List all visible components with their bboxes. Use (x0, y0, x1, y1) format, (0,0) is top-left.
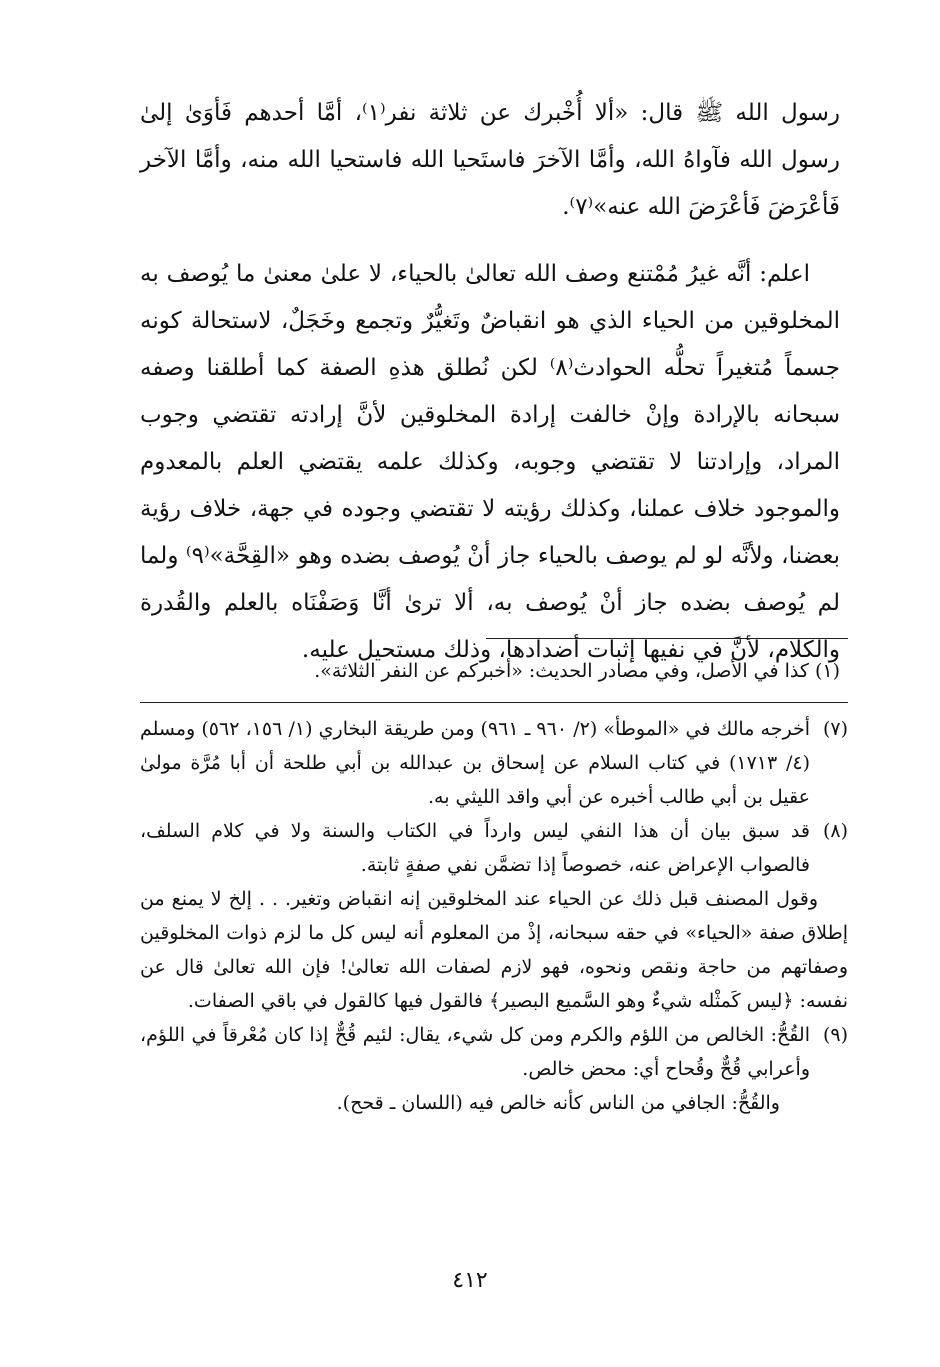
footnote-8-continuation (140, 882, 848, 1018)
footnote-1-text: (١) كذا في الأصل، وفي مصادر الحديث: «أخبركم عن النفر الثلاثة». (314, 660, 840, 682)
footnote-1 (140, 655, 840, 687)
hadith-block (140, 90, 840, 231)
main-paragraph: اعلم: أنَّه غيرُ مُمْتنع وصف الله تعالىٰ بالحياء، لا علىٰ معنىٰ ما يُوصف به المخلوقين من الحياء الذي هو انقباضٌ وتَغيُّرٌ وتجمع وخَجَلٌ، لاستحالة كونه جسماً مُتغيراً تحلُّه الحوادث⁽٨⁾ لكن نُطلق هذهِ الصفة كما أطلقنا وصفه سبحانه بالإرادة وإنْ خالفت إرادة المخلوقين لأنَّ إرادته تقتضي وجوب المراد، وإرادتنا لا تقتضي وجوبه، وكذلك علمه يقتضي العلم بالمعدوم والموجود خلاف عملنا، وكذلك رؤيته لا تقتضي وجوده في جهة، خلاف رؤية بعضنا، ولأنَّه لو لم يوصف بالحياء جاز أنْ يُوصف بضده وهو «القِحَّة»⁽٩⁾ ولما لم يُوصف بضده جاز أنْ يُوصف به، ألا ترىٰ أنَّا وَصَفْنَاه بالعلم والقُدرة والكلام، لأنَّ في نفيها إثبات أضدادها، وذلك مستحيل عليه. (140, 261, 841, 663)
hadith-text: رسول الله ﷺ قال: «ألا أُخْبرك عن ثلاثة نفر⁽١⁾، أمَّا أحدهم فَأوَىٰ إلىٰ رسول الله فآواهُ الله، وأمَّا الآخرَ فاستَحيا الله فاستحيا الله منه، وأمَّا الآخر فَأعْرَضَ فَأعْرَضَ الله عنه»⁽٧⁾. (140, 100, 840, 220)
footnote-text: وقول المصنف قبل ذلك عن الحياء عند المخلوقين إنه انقباض وتغير. . . إلخ لا يمنع من إطلاق صفة «الحياء» في حقه سبحانه، إذْ من المعلوم أنه ليس كل ما لزم ذوات المخلوقين وصفاتهم من حاجة ونقص ونحوه، فهو لازم لصفات الله تعالىٰ! فإن الله تعالىٰ قال عن نفسه: ﴿ليس كَمثْله شيءٌ وهو السَّميع البصير﴾ فالقول فيها كالقول في باقي الصفات. (140, 888, 848, 1012)
footnote-text: قد سبق بيان أن هذا النفي ليس وارداً في الكتاب والسنة ولا في كلام السلف، فالصواب الإعراض عنه، خصوصاً إذا تضمَّن نفي صفةٍ ثابتة. (140, 820, 810, 876)
footnote-separator-short (486, 638, 848, 639)
footnote-text: القُحُّ: الخالص من اللؤم والكرم ومن كل شيء، يقال: لئيم قُحٌّ إذا كان مُعْرقاً في اللؤم، وأعرابي قُحٌّ وقُحاح أي: محض خالص. (140, 1024, 810, 1080)
footnote-text: أخرجه مالك في «الموطأ» (٢/ ٩٦٠ ـ ٩٦١) ومن طريقة البخاري (١/ ١٥٦، ٥٦٢) ومسلم (٤/ ١٧١٣) في كتاب السلام عن إسحاق بن عبدالله بن أبي طلحة أن أبا مُرَّة مولىٰ عقيل بن أبي طالب أخبره عن أبي واقد الليثي به. (140, 718, 810, 808)
footnotes-section (140, 712, 848, 1120)
main-text (140, 90, 840, 674)
footnote-9 (140, 1018, 848, 1120)
footnote-7 (140, 712, 848, 814)
footnote-number: (٩) (822, 1024, 848, 1046)
footnote-separator (140, 702, 848, 703)
footnote-number: (٨) (822, 820, 848, 842)
footnote-number: (٧) (822, 718, 848, 740)
footnote-8 (140, 814, 848, 882)
footnote-text: والقُحُّ: الجافي من الناس كأنه خالص فيه (اللسان ـ قحح). (336, 1092, 780, 1114)
page-number: ٤١٢ (452, 1268, 488, 1293)
